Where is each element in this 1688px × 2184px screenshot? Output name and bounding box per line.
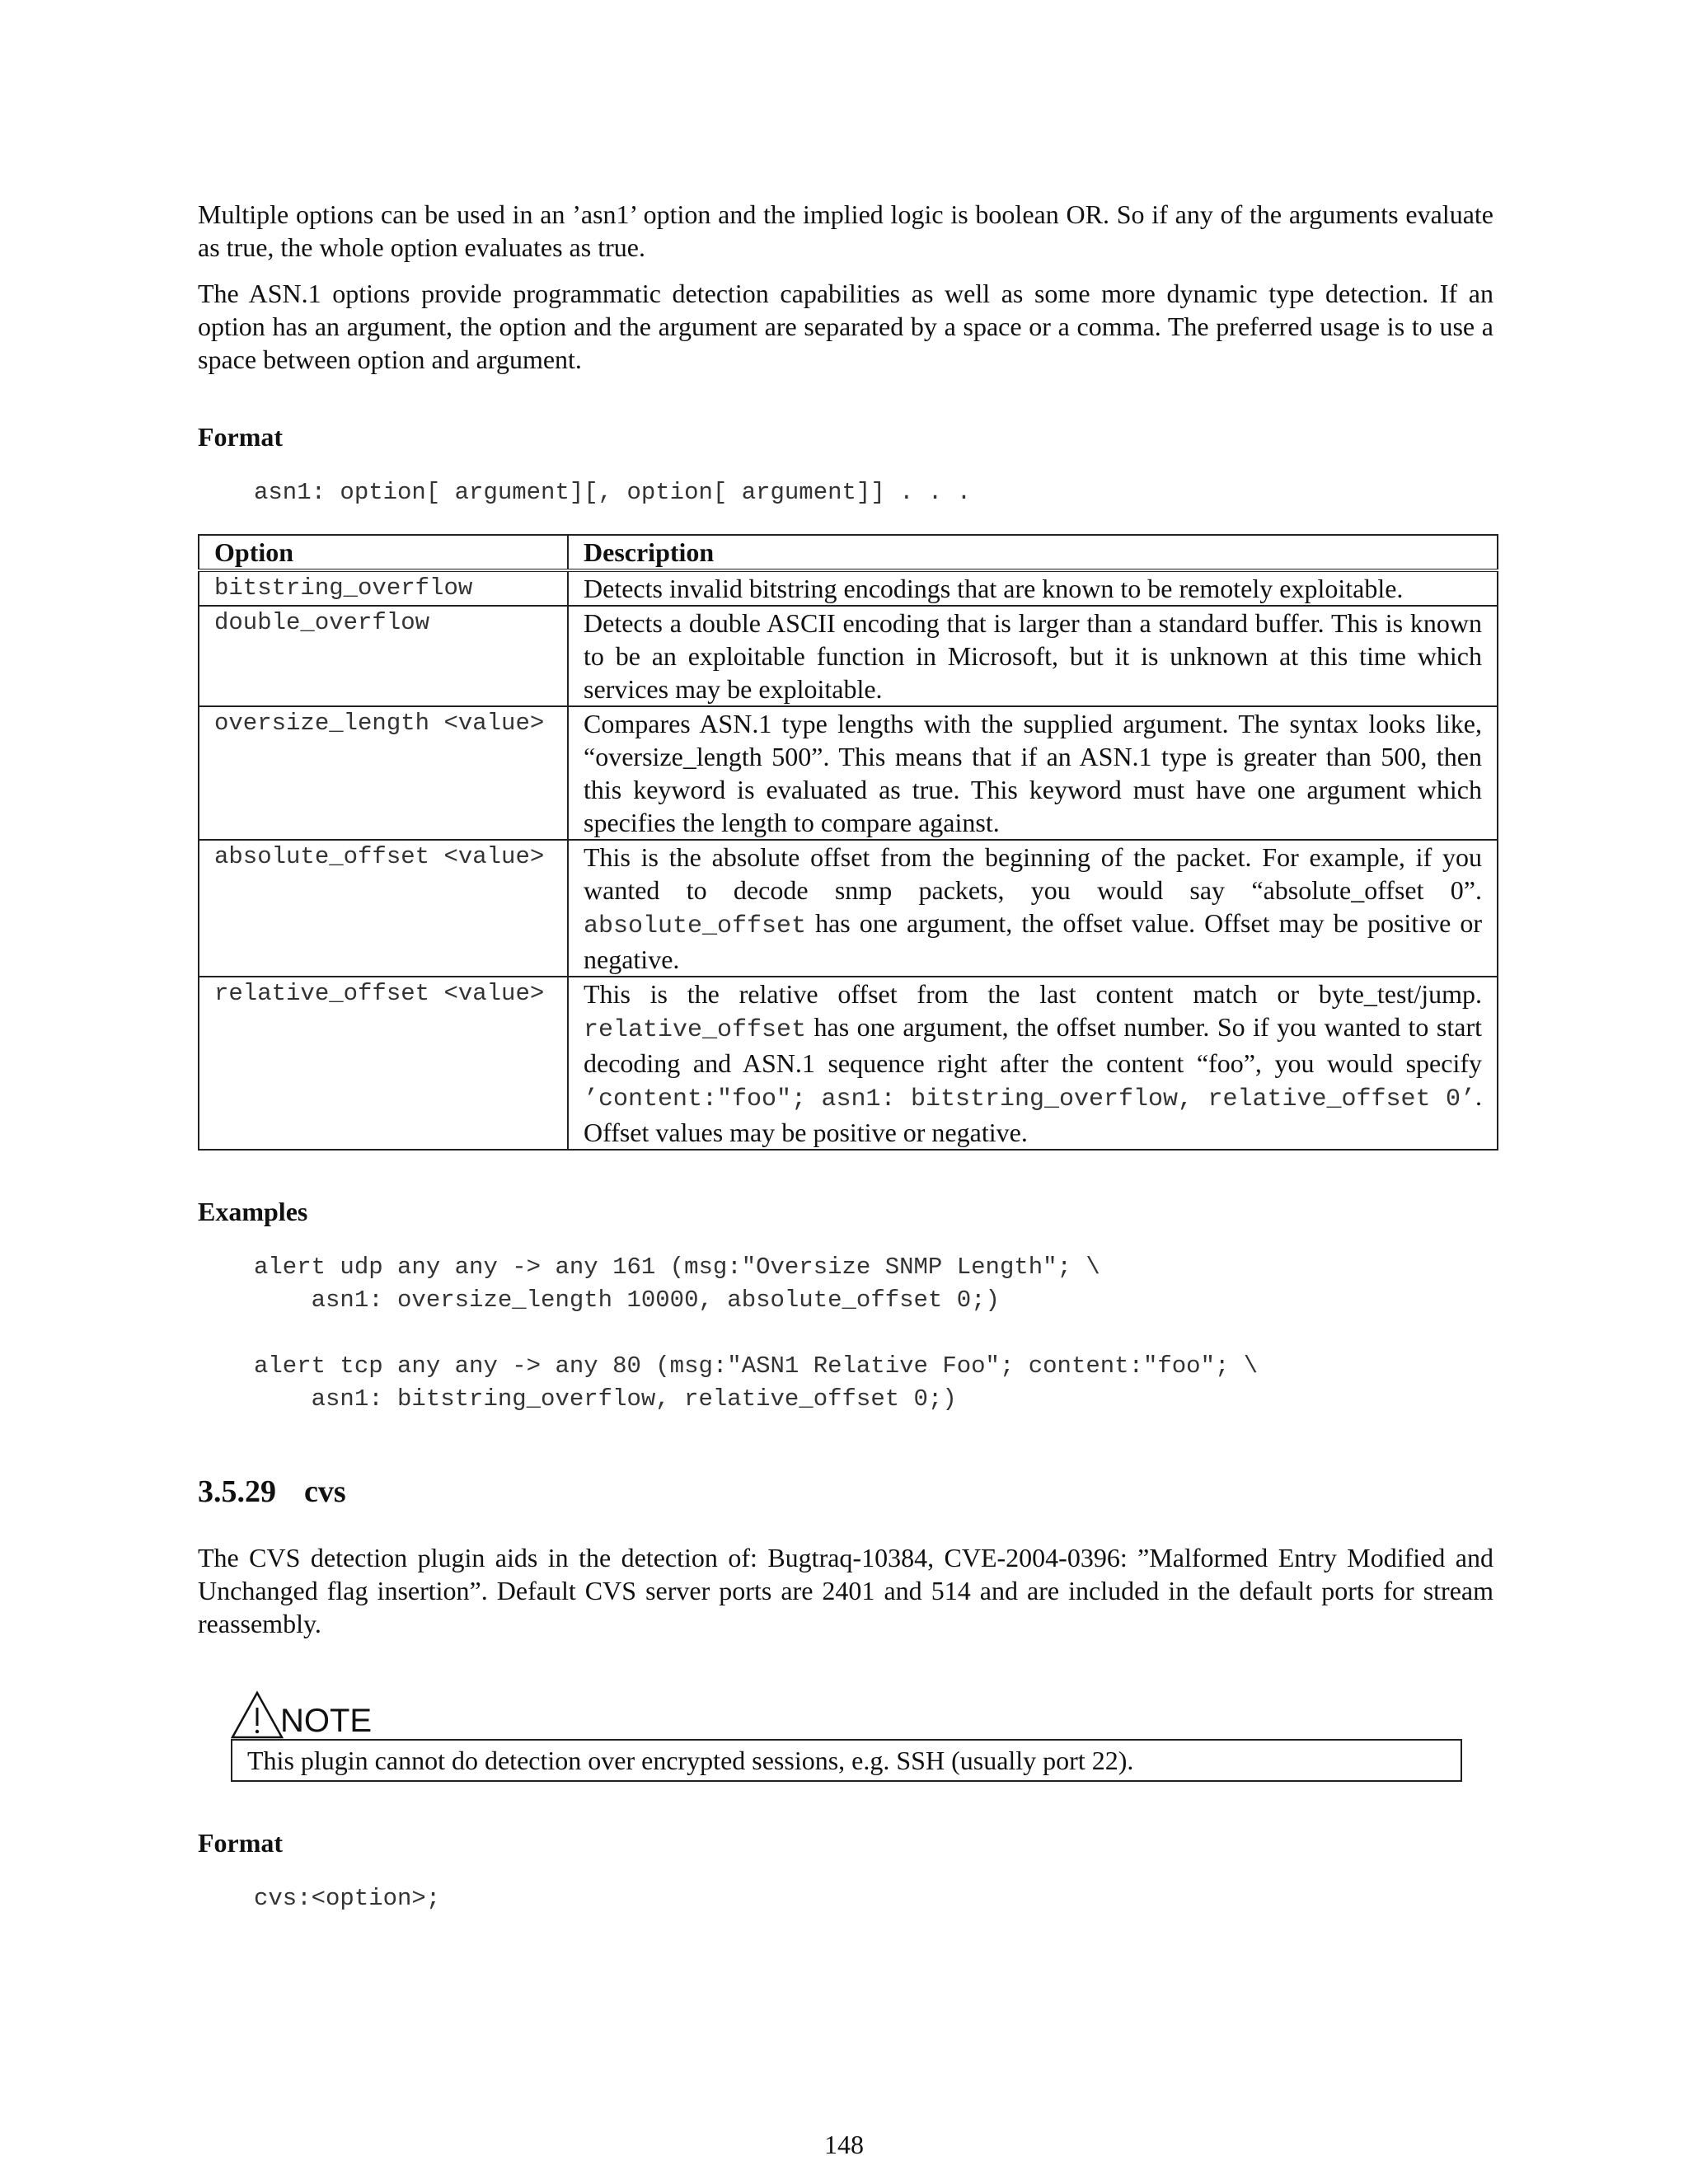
inline-code: relative_offset <box>584 1016 807 1044</box>
table-row <box>199 840 1498 977</box>
table-row <box>199 706 1498 840</box>
inline-code: ’content:"foo"; asn1: bitstring_overflow, relative_offset 0’ <box>584 1085 1475 1113</box>
page-content <box>198 198 1493 1915</box>
note-label: NOTE <box>280 1703 373 1739</box>
example-code-1: alert udp any any -> any 161 (msg:"Oversize SNMP Length"; \ asn1: oversize_length 10000, absolute_offset 0;) <box>254 1254 1100 1314</box>
option-cell: relative_offset <value> <box>199 977 568 1150</box>
option-cell: absolute_offset <value> <box>199 840 568 977</box>
intro-paragraph-2: The ASN.1 options provide programmatic detection capabilities as well as some more dynamic type detection. If an option has an argument, the option and the argument are separated by a space or a comma. The preferred usage is to use a space between option and argument. <box>198 279 1493 374</box>
format-heading-2: Format <box>198 1828 284 1858</box>
description-cell <box>568 977 1498 1150</box>
example-code-2: alert tcp any any -> any 80 (msg:"ASN1 Relative Foo"; content:"foo"; \ asn1: bitstring_overflow, relative_offset 0;) <box>254 1352 1259 1413</box>
table-header-row <box>199 535 1498 570</box>
cvs-paragraph: The CVS detection plugin aids in the detection of: Bugtraq-10384, CVE-2004-0396: ”Malformed Entry Modified and Unchanged flag insertion”. Default CVS server ports are 2401 and 514 and are included in the default ports for stream reassembly. <box>198 1543 1493 1638</box>
section-title: cvs <box>304 1474 346 1509</box>
examples-heading: Examples <box>198 1197 308 1226</box>
description-cell: Detects a double ASCII encoding that is larger than a standard buffer. This is known to be an exploitable function in Microsoft, but it is unknown at this time which services may be exploitable. <box>568 606 1498 706</box>
format-heading: Format <box>198 422 284 452</box>
asn1-options-table <box>198 534 1498 1151</box>
description-cell: Detects invalid bitstring encodings that are known to be remotely exploitable. <box>568 570 1498 606</box>
option-cell: double_overflow <box>199 606 568 706</box>
warning-icon <box>231 1690 284 1739</box>
note-text: This plugin cannot do detection over encrypted sessions, e.g. SSH (usually port 22). <box>231 1739 1462 1782</box>
section-number: 3.5.29 <box>198 1474 276 1509</box>
description-cell: Compares ASN.1 type lengths with the supplied argument. The syntax looks like, “oversize_length 500”. This means that if an ASN.1 type is greater than 500, then this keyword is evaluated as true. This keyword must have one argument which specifies the length to compare against. <box>568 706 1498 840</box>
description-column-header: Description <box>568 535 1498 570</box>
option-cell: bitstring_overflow <box>199 570 568 606</box>
description-text: This is the relative offset from the last content match or byte_test/jump. <box>584 979 1482 1009</box>
inline-code: absolute_offset <box>584 912 807 940</box>
description-text: has one argument, the offset value. Offset may be positive or negative. <box>584 908 1483 974</box>
description-text: . Offset values may be positive or negative. <box>584 1081 1482 1147</box>
table-row <box>199 977 1498 1150</box>
description-cell <box>568 840 1498 977</box>
asn1-format-code: asn1: option[ argument][, option[ argument]] . . . <box>254 479 972 506</box>
note-header <box>231 1683 1462 1739</box>
cvs-format-code: cvs:<option>; <box>254 1885 441 1912</box>
table-row <box>199 606 1498 706</box>
intro-paragraph-1: Multiple options can be used in an ’asn1’ option and the implied logic is boolean OR. So if any of the arguments evaluate as true, the whole option evaluates as true. <box>198 199 1493 262</box>
table-row <box>199 570 1498 606</box>
description-text: This is the absolute offset from the beginning of the packet. For example, if you wanted to decode snmp packets, you would say “absolute_offset 0”. <box>584 842 1482 905</box>
option-column-header: Option <box>199 535 568 570</box>
description-text: has one argument, the offset number. So if you wanted to start decoding and ASN.1 sequence right after the content “foo”, you would specify <box>584 1012 1483 1078</box>
section-heading <box>198 1475 1493 1508</box>
page-number: 148 <box>824 2130 864 2159</box>
note-callout <box>231 1683 1462 1782</box>
option-cell: oversize_length <value> <box>199 706 568 840</box>
